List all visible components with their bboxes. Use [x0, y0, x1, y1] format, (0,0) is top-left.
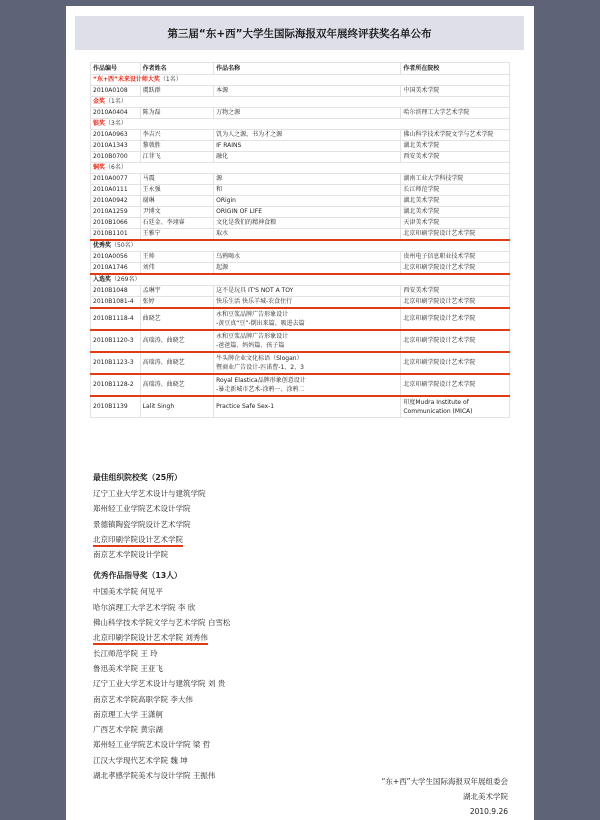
section-heading-cell — [91, 75, 510, 86]
work-id-cell: 2010A0077 — [91, 174, 141, 185]
work-title-line: 牛头牌企业文化标语（Slogan） — [216, 355, 303, 362]
table-row — [91, 286, 510, 297]
work-id-cell: 2010B1120-3 — [91, 330, 141, 352]
work-title-line: 取水 — [216, 230, 229, 237]
award-name: 铜奖 — [93, 164, 106, 171]
org-award-text: 郑州轻工业学院艺术设计学院 — [93, 504, 191, 514]
work-id-cell: 2010B1123-3 — [91, 352, 141, 374]
work-title-cell — [214, 108, 401, 119]
school-line: 中国美术学院 — [403, 87, 440, 94]
work-id-cell: 2010B1048 — [91, 286, 141, 297]
section-heading-cell — [91, 97, 510, 108]
notice-page — [66, 6, 534, 820]
work-id-cell: 2010A0404 — [91, 108, 141, 119]
table-row — [91, 263, 510, 275]
school-cell — [401, 297, 510, 309]
work-title-line: 起源 — [216, 264, 229, 271]
signature-org: “东+西”大学生国际海报双年展组委会 — [381, 777, 508, 786]
work-title-line: 这不是玩具 IT'S NOT A TOY — [216, 287, 294, 294]
instructor-award-item — [93, 753, 513, 768]
work-title-line: ORIGIN OF LIFE — [216, 208, 263, 215]
work-title-line: 万物之源 — [216, 109, 241, 116]
award-count: （3名） — [105, 120, 127, 127]
school-line: 西安美术学院 — [403, 153, 440, 160]
instructor-award-list — [93, 584, 513, 783]
work-title-cell — [214, 263, 401, 275]
author-cell: 张婷 — [140, 297, 213, 309]
instructor-award-text: 长江师范学院 王 玲 — [93, 648, 158, 658]
work-id-cell: 2010B0700 — [91, 152, 141, 163]
table-row — [91, 130, 510, 141]
table-row — [91, 396, 510, 418]
work-title-cell — [214, 174, 401, 185]
header-author: 作者姓名 — [140, 63, 213, 75]
signature-school: 湖北美术学院 — [463, 792, 508, 801]
author-cell: 刘伟 — [140, 263, 213, 275]
award-name: 金奖 — [93, 98, 106, 105]
table-row — [91, 252, 510, 263]
school-line: 北京印刷学院设计艺术学院 — [403, 381, 476, 388]
instructor-award-item — [93, 707, 513, 722]
work-title-cell — [214, 185, 401, 196]
work-title-line: ORigin — [216, 197, 236, 204]
instructor-award-text: 南京艺术学院高职学院 李大伟 — [93, 694, 193, 704]
work-id-cell: 2010A1343 — [91, 141, 141, 152]
section-row — [91, 163, 510, 174]
author-cell: Lalit Singh — [140, 396, 213, 418]
school-line: 长江师范学院 — [403, 186, 440, 193]
author-cell: 高瑞涛、曲晓艺 — [140, 374, 213, 396]
instructor-award-text: 江汉大学现代艺术学院 魏 坤 — [93, 755, 188, 765]
table-row — [91, 297, 510, 309]
work-title-line: IF RAINS — [216, 142, 242, 149]
work-title-cell — [214, 229, 401, 241]
work-title-line: 乌鸦喝水 — [216, 253, 241, 260]
award-count: （50名） — [111, 242, 137, 249]
org-award-item — [93, 486, 513, 501]
work-id-cell: 2010A0108 — [91, 86, 141, 97]
work-title-cell — [214, 374, 401, 396]
school-line: 北京印刷学院设计艺术学院 — [403, 315, 476, 322]
work-id-cell: 2010A0111 — [91, 185, 141, 196]
instructor-award-item — [93, 676, 513, 691]
school-cell — [401, 252, 510, 263]
school-cell — [401, 130, 510, 141]
work-title-cell — [214, 141, 401, 152]
instructor-award-item — [93, 722, 513, 737]
school-line: 湖北美术学院 — [403, 142, 440, 149]
school-line: 湖北美术学院 — [403, 208, 440, 215]
school-cell — [401, 229, 510, 241]
instructor-award-text: 中国美术学院 何见平 — [93, 587, 163, 597]
instructor-award-text: 辽宁工业大学艺术设计与建筑学院 刘 贵 — [93, 679, 226, 689]
award-count: （1名） — [159, 76, 182, 83]
author-cell: 王雅宁 — [140, 229, 213, 241]
work-id-cell: 2010A0963 — [91, 130, 141, 141]
work-title-line: 快乐生活 快乐羊城-农食住行 — [216, 298, 293, 305]
school-cell — [401, 207, 510, 218]
author-cell: 高瑞涛、曲晓艺 — [140, 352, 213, 374]
work-title-cell — [214, 352, 401, 374]
work-title-line: 源 — [216, 175, 223, 182]
author-cell: 江菲飞 — [140, 152, 213, 163]
table-row — [91, 108, 510, 119]
award-name: 银奖 — [93, 120, 106, 127]
school-cell — [401, 185, 510, 196]
school-line: 北京印刷学院设计艺术学院 — [403, 264, 476, 271]
header-work-id: 作品编号 — [91, 63, 141, 75]
work-title-cell — [214, 308, 401, 330]
school-line: 北京印刷学院设计艺术学院 — [403, 298, 476, 305]
work-id-cell: 2010B1101 — [91, 229, 141, 241]
instructor-award-text: 佛山科学技术学院文学与艺术学院 白雪松 — [93, 618, 231, 628]
section-heading-cell — [91, 119, 510, 130]
award-name: 入选奖 — [93, 276, 112, 283]
instructor-award-text: 湖北孝感学院美术与设计学院 王振伟 — [93, 771, 216, 781]
author-cell: 黎戟胜 — [140, 141, 213, 152]
school-cell — [401, 108, 510, 119]
instructor-award-item — [93, 600, 513, 615]
work-title-cell — [214, 297, 401, 309]
signature-block — [381, 774, 508, 819]
work-id-cell: 2010B1128-2 — [91, 374, 141, 396]
author-cell: 虞跃群 — [140, 86, 213, 97]
school-cell — [401, 308, 510, 330]
org-award-text: 南京艺术学院设计学院 — [93, 550, 168, 560]
section-row — [91, 75, 510, 86]
signature-date: 2010.9.26 — [469, 807, 508, 816]
work-id-cell: 2010A1746 — [91, 263, 141, 275]
school-line: 湖北美术学院 — [403, 197, 440, 204]
section-heading-cell — [91, 163, 510, 174]
special-awards — [93, 472, 513, 783]
org-award-item — [93, 501, 513, 516]
table-row — [91, 185, 510, 196]
table-row — [91, 352, 510, 374]
section-heading-cell — [91, 240, 510, 252]
author-cell: 石廷金、李翊睿 — [140, 218, 213, 229]
school-cell — [401, 141, 510, 152]
table-row — [91, 152, 510, 163]
table-row — [91, 207, 510, 218]
work-title-line: 融化 — [216, 153, 229, 160]
school-line: 湖南工业大学科技学院 — [403, 175, 464, 182]
school-line: 北京印刷学院设计艺术学院 — [403, 337, 476, 344]
author-cell: 尹博文 — [140, 207, 213, 218]
table-row — [91, 174, 510, 185]
section-row — [91, 240, 510, 252]
org-award-item — [93, 547, 513, 562]
section-row — [91, 274, 510, 286]
work-title-line: Practice Safe Sex-1 — [216, 403, 275, 410]
instructor-award-text: 南京理工大学 王潇舸 — [93, 709, 163, 719]
author-cell: 谢琳 — [140, 196, 213, 207]
table-row — [91, 229, 510, 241]
work-title-line: Royal Elastica品牌形象创意设计 — [216, 377, 306, 384]
instructor-award-item — [93, 615, 513, 630]
school-cell — [401, 152, 510, 163]
instructor-award-item — [93, 661, 513, 676]
award-count: （269名） — [111, 276, 141, 283]
work-title-line: 和 — [216, 186, 223, 193]
work-title-cell — [214, 196, 401, 207]
table-header-row — [91, 63, 510, 75]
author-cell: 李吉兴 — [140, 130, 213, 141]
school-cell — [401, 263, 510, 275]
school-line: 印度Mudra Institute of — [403, 399, 469, 406]
instructor-award-heading: 优秀作品指导奖（13人） — [93, 571, 182, 581]
work-title-line: -黄豆真“豆”-倒出来篇、吸进去篇 — [216, 320, 305, 327]
table-row — [91, 86, 510, 97]
work-title-line: -爸爸篇、妈妈篇、孩子篇 — [216, 342, 285, 349]
instructor-award-text: 郑州轻工业学院艺术设计学院 梁 哲 — [93, 740, 211, 750]
work-title-cell — [214, 86, 401, 97]
work-title-line: 饥为人之源，书为才之源 — [216, 131, 283, 138]
work-title-cell — [214, 252, 401, 263]
instructor-award-item — [93, 646, 513, 661]
instructor-award-item — [93, 692, 513, 707]
work-title-line: 永和豆浆品牌广告形象设计 — [216, 311, 289, 318]
award-name: 优秀奖 — [93, 242, 112, 249]
award-count: （1名） — [105, 98, 127, 105]
school-line: 佛山科学技术学院文学与艺术学院 — [403, 131, 494, 138]
work-title-cell — [214, 218, 401, 229]
author-cell: 曲晓艺 — [140, 308, 213, 330]
instructor-award-text: 北京印刷学院设计艺术学院 刘秀伟 — [93, 632, 208, 645]
section-heading-cell — [91, 274, 510, 286]
author-cell: 高瑞涛、曲晓艺 — [140, 330, 213, 352]
work-title-line: 永和豆浆品牌广告形象设计 — [216, 333, 289, 340]
school-line: 北京印刷学院设计艺术学院 — [403, 230, 476, 237]
org-award-text: 辽宁工业大学艺术设计与建筑学院 — [93, 489, 206, 498]
work-title-cell — [214, 286, 401, 297]
work-title-line: 文化是我们的精神食粮 — [216, 219, 277, 226]
work-title-line: 本源 — [216, 87, 229, 94]
school-cell — [401, 86, 510, 97]
org-award-heading: 最佳组织院校奖（25所） — [93, 473, 182, 482]
school-cell — [401, 352, 510, 374]
title-banner — [75, 16, 524, 50]
org-award-text: 北京印刷学院设计艺术学院 — [93, 534, 183, 547]
table-row — [91, 218, 510, 229]
work-title-line: -暴走新城市艺术-涂鸦一、涂鸦二 — [216, 386, 305, 393]
table-row — [91, 374, 510, 396]
school-line: 西安美术学院 — [403, 287, 440, 294]
work-id-cell: 2010B1139 — [91, 396, 141, 418]
work-title-cell — [214, 152, 401, 163]
instructor-award-text: 鲁迅美术学院 王亚飞 — [93, 663, 163, 673]
work-title-cell — [214, 207, 401, 218]
award-results-table — [90, 62, 510, 418]
author-cell: 王永强 — [140, 185, 213, 196]
org-award-item — [93, 517, 513, 532]
author-cell: 陈为磊 — [140, 108, 213, 119]
school-cell — [401, 286, 510, 297]
work-title-cell — [214, 130, 401, 141]
school-line: 北京印刷学院设计艺术学院 — [403, 359, 476, 366]
section-row — [91, 119, 510, 130]
work-title-line: 暨商业广告设计-匹诺曹-1、2、3 — [216, 364, 304, 371]
work-id-cell: 2010B1066 — [91, 218, 141, 229]
school-cell — [401, 330, 510, 352]
school-cell — [401, 396, 510, 418]
school-line: 贵州电子信息职业技术学院 — [403, 253, 476, 260]
award-name: “东+西”未来设计师大奖 — [93, 76, 160, 83]
instructor-award-item — [93, 584, 513, 599]
award-count: （6名） — [105, 164, 127, 171]
school-line: 天津美术学院 — [403, 219, 440, 226]
org-award-text: 景德镇陶瓷学院设计艺术学院 — [93, 519, 191, 529]
header-work-title: 作品名称 — [214, 63, 401, 75]
work-id-cell: 2010B1081-4 — [91, 297, 141, 309]
instructor-award-item — [93, 630, 513, 645]
work-id-cell: 2010A0942 — [91, 196, 141, 207]
table-row — [91, 330, 510, 352]
school-cell — [401, 174, 510, 185]
school-cell — [401, 196, 510, 207]
work-title-cell — [214, 396, 401, 418]
school-line: 哈尔滨理工大学艺术学院 — [403, 109, 470, 116]
table-row — [91, 141, 510, 152]
instructor-award-item — [93, 737, 513, 752]
instructor-award-text: 广西艺术学院 黄宗湖 — [93, 725, 163, 735]
author-cell: 马震 — [140, 174, 213, 185]
org-award-list — [93, 486, 513, 562]
school-line: Communication (MICA) — [403, 408, 473, 415]
table-row — [91, 196, 510, 207]
work-title-cell — [214, 330, 401, 352]
school-cell — [401, 218, 510, 229]
page-title: 第三届“东+西”大学生国际海报双年展终评获奖名单公布 — [167, 28, 432, 40]
org-award-item — [93, 532, 513, 547]
instructor-award-text: 哈尔滨理工大学艺术学院 李 欣 — [93, 602, 196, 612]
section-row — [91, 97, 510, 108]
author-cell: 王帅 — [140, 252, 213, 263]
work-id-cell: 2010A1259 — [91, 207, 141, 218]
work-id-cell: 2010A0056 — [91, 252, 141, 263]
header-school: 作者所在院校 — [401, 63, 510, 75]
table-row — [91, 308, 510, 330]
school-cell — [401, 374, 510, 396]
author-cell: 孟琳宇 — [140, 286, 213, 297]
work-id-cell: 2010B1118-4 — [91, 308, 141, 330]
